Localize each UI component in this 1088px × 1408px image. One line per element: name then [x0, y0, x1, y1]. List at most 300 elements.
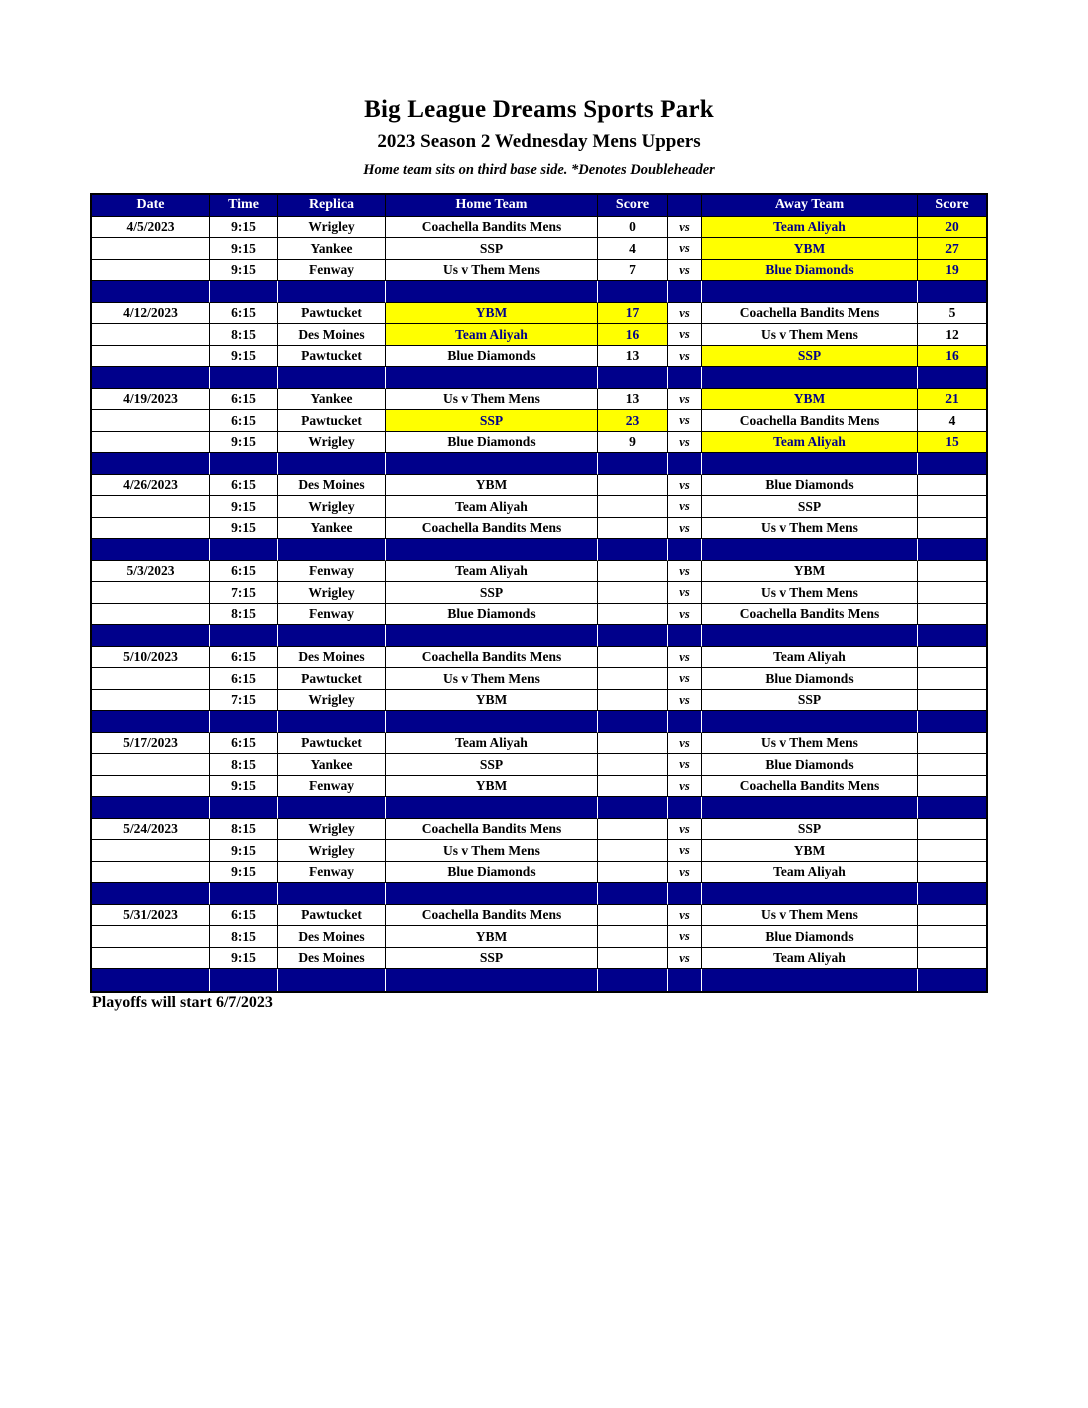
home-team-cell: SSP: [386, 948, 598, 970]
date-cell: [92, 690, 210, 712]
separator-cell: [668, 625, 702, 647]
away-score-cell: [918, 561, 986, 583]
home-team-cell: Team Aliyah: [386, 733, 598, 755]
replica-cell: Fenway: [278, 260, 386, 282]
home-score-cell: [598, 948, 668, 970]
time-cell: 6:15: [210, 303, 278, 325]
separator-cell: [918, 797, 986, 819]
separator-cell: [918, 711, 986, 733]
away-team-cell: YBM: [702, 238, 918, 260]
date-cell: [92, 346, 210, 368]
game-row: [92, 561, 986, 583]
home-team-cell: Blue Diamonds: [386, 346, 598, 368]
separator-cell: [918, 625, 986, 647]
away-score-cell: [918, 926, 986, 948]
time-cell: 8:15: [210, 926, 278, 948]
away-team-cell: Blue Diamonds: [702, 754, 918, 776]
separator-cell: [668, 453, 702, 475]
away-score-cell: [918, 905, 986, 927]
replica-cell: Yankee: [278, 518, 386, 540]
date-cell: 5/3/2023: [92, 561, 210, 583]
vs-cell: vs: [668, 346, 702, 368]
time-cell: 9:15: [210, 217, 278, 239]
game-row: [92, 410, 986, 432]
time-cell: 6:15: [210, 561, 278, 583]
separator-cell: [386, 367, 598, 389]
away-team-cell: Us v Them Mens: [702, 905, 918, 927]
replica-cell: Wrigley: [278, 819, 386, 841]
away-team-cell: Coachella Bandits Mens: [702, 303, 918, 325]
away-team-cell: Blue Diamonds: [702, 475, 918, 497]
separator-cell: [210, 711, 278, 733]
home-score-cell: [598, 905, 668, 927]
separator-cell: [278, 711, 386, 733]
home-score-cell: [598, 496, 668, 518]
game-row: [92, 862, 986, 884]
game-row: [92, 303, 986, 325]
vs-cell: vs: [668, 754, 702, 776]
time-cell: 6:15: [210, 389, 278, 411]
time-cell: 9:15: [210, 948, 278, 970]
away-score-cell: [918, 690, 986, 712]
away-score-cell: [918, 647, 986, 669]
vs-cell: vs: [668, 604, 702, 626]
date-cell: [92, 754, 210, 776]
vs-cell: vs: [668, 776, 702, 798]
date-cell: 5/17/2023: [92, 733, 210, 755]
game-row: [92, 647, 986, 669]
home-team-cell: YBM: [386, 303, 598, 325]
home-score-cell: [598, 733, 668, 755]
time-cell: 6:15: [210, 668, 278, 690]
away-score-cell: [918, 518, 986, 540]
date-cell: [92, 324, 210, 346]
time-cell: 9:15: [210, 840, 278, 862]
date-cell: 5/31/2023: [92, 905, 210, 927]
game-row: [92, 432, 986, 454]
home-score-cell: [598, 926, 668, 948]
home-team-cell: SSP: [386, 410, 598, 432]
away-score-cell: 19: [918, 260, 986, 282]
date-cell: [92, 668, 210, 690]
home-score-cell: [598, 754, 668, 776]
separator-cell: [278, 883, 386, 905]
playoffs-note: Playoffs will start 6/7/2023: [92, 994, 273, 1011]
time-cell: 9:15: [210, 496, 278, 518]
separator-cell: [668, 367, 702, 389]
time-cell: 9:15: [210, 346, 278, 368]
separator-row: [92, 453, 986, 475]
separator-cell: [210, 281, 278, 303]
separator-cell: [702, 539, 918, 561]
home-team-cell: Coachella Bandits Mens: [386, 819, 598, 841]
vs-cell: vs: [668, 324, 702, 346]
away-team-cell: Coachella Bandits Mens: [702, 604, 918, 626]
away-score-cell: 15: [918, 432, 986, 454]
vs-cell: vs: [668, 496, 702, 518]
date-cell: [92, 238, 210, 260]
page-title: Big League Dreams Sports Park: [364, 96, 714, 123]
home-score-cell: 13: [598, 346, 668, 368]
time-cell: 8:15: [210, 754, 278, 776]
replica-cell: Yankee: [278, 389, 386, 411]
away-team-cell: Us v Them Mens: [702, 518, 918, 540]
date-cell: [92, 432, 210, 454]
away-team-cell: YBM: [702, 561, 918, 583]
replica-cell: Des Moines: [278, 324, 386, 346]
separator-cell: [598, 281, 668, 303]
away-team-cell: Us v Them Mens: [702, 324, 918, 346]
away-score-cell: 5: [918, 303, 986, 325]
replica-cell: Pawtucket: [278, 668, 386, 690]
home-score-cell: [598, 518, 668, 540]
separator-cell: [278, 625, 386, 647]
home-team-cell: Coachella Bandits Mens: [386, 647, 598, 669]
home-team-cell: YBM: [386, 475, 598, 497]
separator-cell: [918, 453, 986, 475]
away-team-cell: Team Aliyah: [702, 217, 918, 239]
game-row: [92, 690, 986, 712]
separator-cell: [668, 281, 702, 303]
separator-cell: [210, 453, 278, 475]
game-row: [92, 582, 986, 604]
away-team-cell: SSP: [702, 819, 918, 841]
time-cell: 9:15: [210, 432, 278, 454]
separator-cell: [92, 969, 210, 991]
away-team-cell: Us v Them Mens: [702, 582, 918, 604]
date-cell: [92, 776, 210, 798]
separator-cell: [210, 969, 278, 991]
home-score-cell: [598, 690, 668, 712]
schedule-table: [90, 193, 988, 993]
away-team-cell: Team Aliyah: [702, 948, 918, 970]
time-cell: 9:15: [210, 238, 278, 260]
replica-cell: Wrigley: [278, 496, 386, 518]
separator-cell: [598, 883, 668, 905]
game-row: [92, 948, 986, 970]
vs-cell: vs: [668, 690, 702, 712]
separator-cell: [702, 711, 918, 733]
separator-row: [92, 969, 986, 991]
replica-cell: Fenway: [278, 862, 386, 884]
header-home-score: Score: [598, 195, 668, 217]
game-row: [92, 217, 986, 239]
home-team-cell: Us v Them Mens: [386, 840, 598, 862]
header-time: Time: [210, 195, 278, 217]
home-team-cell: Team Aliyah: [386, 561, 598, 583]
time-cell: 9:15: [210, 776, 278, 798]
vs-cell: vs: [668, 647, 702, 669]
time-cell: 9:15: [210, 862, 278, 884]
separator-cell: [668, 797, 702, 819]
separator-cell: [92, 367, 210, 389]
separator-cell: [668, 539, 702, 561]
game-row: [92, 754, 986, 776]
away-team-cell: YBM: [702, 389, 918, 411]
date-cell: [92, 840, 210, 862]
header-vs: [668, 195, 702, 217]
time-cell: 6:15: [210, 733, 278, 755]
page-heading: [90, 96, 988, 179]
time-cell: 6:15: [210, 475, 278, 497]
replica-cell: Pawtucket: [278, 303, 386, 325]
away-team-cell: Team Aliyah: [702, 862, 918, 884]
away-score-cell: 20: [918, 217, 986, 239]
date-cell: 5/10/2023: [92, 647, 210, 669]
away-score-cell: 12: [918, 324, 986, 346]
separator-cell: [918, 281, 986, 303]
separator-cell: [702, 367, 918, 389]
vs-cell: vs: [668, 733, 702, 755]
vs-cell: vs: [668, 668, 702, 690]
separator-cell: [598, 969, 668, 991]
game-row: [92, 905, 986, 927]
separator-cell: [92, 453, 210, 475]
home-score-cell: 9: [598, 432, 668, 454]
replica-cell: Des Moines: [278, 475, 386, 497]
home-score-cell: [598, 668, 668, 690]
separator-cell: [92, 711, 210, 733]
replica-cell: Wrigley: [278, 840, 386, 862]
separator-cell: [278, 797, 386, 819]
separator-row: [92, 883, 986, 905]
home-score-cell: [598, 561, 668, 583]
header-replica: Replica: [278, 195, 386, 217]
home-team-cell: Blue Diamonds: [386, 604, 598, 626]
separator-cell: [92, 625, 210, 647]
date-cell: [92, 260, 210, 282]
home-score-cell: 0: [598, 217, 668, 239]
separator-row: [92, 281, 986, 303]
date-cell: [92, 410, 210, 432]
away-score-cell: 16: [918, 346, 986, 368]
home-score-cell: 23: [598, 410, 668, 432]
separator-row: [92, 797, 986, 819]
separator-row: [92, 711, 986, 733]
separator-cell: [918, 367, 986, 389]
time-cell: 6:15: [210, 647, 278, 669]
home-score-cell: [598, 862, 668, 884]
away-score-cell: [918, 754, 986, 776]
separator-cell: [386, 969, 598, 991]
separator-cell: [278, 539, 386, 561]
date-cell: [92, 926, 210, 948]
replica-cell: Wrigley: [278, 582, 386, 604]
time-cell: 7:15: [210, 690, 278, 712]
home-team-cell: YBM: [386, 926, 598, 948]
home-team-note: Home team sits on third base side. *Denotes Doubleheader: [363, 162, 715, 178]
game-row: [92, 668, 986, 690]
separator-cell: [386, 797, 598, 819]
separator-cell: [598, 797, 668, 819]
date-cell: 4/26/2023: [92, 475, 210, 497]
separator-cell: [702, 797, 918, 819]
separator-cell: [278, 281, 386, 303]
away-score-cell: [918, 582, 986, 604]
game-row: [92, 819, 986, 841]
away-score-cell: [918, 733, 986, 755]
home-score-cell: [598, 819, 668, 841]
date-cell: [92, 604, 210, 626]
game-row: [92, 840, 986, 862]
game-row: [92, 238, 986, 260]
replica-cell: Des Moines: [278, 647, 386, 669]
home-score-cell: [598, 647, 668, 669]
separator-cell: [386, 625, 598, 647]
vs-cell: vs: [668, 819, 702, 841]
separator-cell: [278, 969, 386, 991]
separator-cell: [386, 883, 598, 905]
away-team-cell: SSP: [702, 346, 918, 368]
home-team-cell: Us v Them Mens: [386, 260, 598, 282]
separator-cell: [918, 539, 986, 561]
game-row: [92, 496, 986, 518]
home-score-cell: [598, 604, 668, 626]
vs-cell: vs: [668, 389, 702, 411]
home-team-cell: YBM: [386, 776, 598, 798]
vs-cell: vs: [668, 432, 702, 454]
vs-cell: vs: [668, 238, 702, 260]
home-score-cell: [598, 582, 668, 604]
separator-cell: [92, 539, 210, 561]
home-team-cell: Coachella Bandits Mens: [386, 518, 598, 540]
home-team-cell: Coachella Bandits Mens: [386, 217, 598, 239]
vs-cell: vs: [668, 948, 702, 970]
vs-cell: vs: [668, 410, 702, 432]
separator-cell: [702, 883, 918, 905]
away-score-cell: [918, 862, 986, 884]
vs-cell: vs: [668, 475, 702, 497]
header-date: Date: [92, 195, 210, 217]
separator-cell: [598, 625, 668, 647]
separator-cell: [598, 711, 668, 733]
time-cell: 8:15: [210, 604, 278, 626]
away-team-cell: Team Aliyah: [702, 432, 918, 454]
page-subtitle: 2023 Season 2 Wednesday Mens Uppers: [377, 131, 701, 152]
away-team-cell: Coachella Bandits Mens: [702, 776, 918, 798]
game-row: [92, 776, 986, 798]
time-cell: 6:15: [210, 410, 278, 432]
separator-cell: [702, 453, 918, 475]
home-score-cell: 16: [598, 324, 668, 346]
away-team-cell: YBM: [702, 840, 918, 862]
time-cell: 8:15: [210, 819, 278, 841]
time-cell: 7:15: [210, 582, 278, 604]
separator-cell: [386, 281, 598, 303]
home-team-cell: Team Aliyah: [386, 496, 598, 518]
separator-cell: [278, 367, 386, 389]
game-row: [92, 389, 986, 411]
date-cell: [92, 518, 210, 540]
separator-cell: [92, 797, 210, 819]
away-score-cell: [918, 668, 986, 690]
date-cell: [92, 582, 210, 604]
vs-cell: vs: [668, 561, 702, 583]
vs-cell: vs: [668, 905, 702, 927]
replica-cell: Yankee: [278, 754, 386, 776]
replica-cell: Pawtucket: [278, 410, 386, 432]
separator-cell: [702, 969, 918, 991]
replica-cell: Wrigley: [278, 690, 386, 712]
separator-cell: [210, 625, 278, 647]
away-score-cell: [918, 776, 986, 798]
date-cell: [92, 862, 210, 884]
separator-cell: [210, 883, 278, 905]
game-row: [92, 733, 986, 755]
away-score-cell: 21: [918, 389, 986, 411]
home-team-cell: Blue Diamonds: [386, 432, 598, 454]
header-away-team: Away Team: [702, 195, 918, 217]
home-team-cell: Us v Them Mens: [386, 668, 598, 690]
home-score-cell: 4: [598, 238, 668, 260]
time-cell: 6:15: [210, 905, 278, 927]
date-cell: 5/24/2023: [92, 819, 210, 841]
vs-cell: vs: [668, 303, 702, 325]
separator-cell: [668, 969, 702, 991]
separator-cell: [668, 711, 702, 733]
separator-cell: [598, 539, 668, 561]
away-team-cell: Us v Them Mens: [702, 733, 918, 755]
vs-cell: vs: [668, 260, 702, 282]
away-team-cell: Blue Diamonds: [702, 668, 918, 690]
home-team-cell: Coachella Bandits Mens: [386, 905, 598, 927]
separator-cell: [278, 453, 386, 475]
away-score-cell: [918, 604, 986, 626]
separator-cell: [210, 797, 278, 819]
away-team-cell: Team Aliyah: [702, 647, 918, 669]
game-row: [92, 346, 986, 368]
replica-cell: Fenway: [278, 561, 386, 583]
away-score-cell: [918, 819, 986, 841]
time-cell: 9:15: [210, 518, 278, 540]
separator-row: [92, 625, 986, 647]
separator-cell: [210, 367, 278, 389]
date-cell: 4/12/2023: [92, 303, 210, 325]
time-cell: 8:15: [210, 324, 278, 346]
away-team-cell: Coachella Bandits Mens: [702, 410, 918, 432]
separator-cell: [92, 883, 210, 905]
separator-cell: [598, 367, 668, 389]
home-score-cell: 13: [598, 389, 668, 411]
vs-cell: vs: [668, 518, 702, 540]
time-cell: 9:15: [210, 260, 278, 282]
home-team-cell: Team Aliyah: [386, 324, 598, 346]
header-away-score: Score: [918, 195, 986, 217]
game-row: [92, 518, 986, 540]
away-team-cell: Blue Diamonds: [702, 260, 918, 282]
away-score-cell: [918, 496, 986, 518]
replica-cell: Wrigley: [278, 432, 386, 454]
separator-row: [92, 539, 986, 561]
vs-cell: vs: [668, 840, 702, 862]
separator-cell: [918, 883, 986, 905]
separator-cell: [668, 883, 702, 905]
game-row: [92, 324, 986, 346]
replica-cell: Pawtucket: [278, 346, 386, 368]
date-cell: [92, 948, 210, 970]
home-score-cell: 17: [598, 303, 668, 325]
date-cell: 4/5/2023: [92, 217, 210, 239]
separator-cell: [386, 711, 598, 733]
replica-cell: Des Moines: [278, 926, 386, 948]
home-team-cell: SSP: [386, 582, 598, 604]
home-team-cell: Us v Them Mens: [386, 389, 598, 411]
away-team-cell: SSP: [702, 690, 918, 712]
replica-cell: Yankee: [278, 238, 386, 260]
home-score-cell: [598, 776, 668, 798]
home-team-cell: SSP: [386, 754, 598, 776]
away-score-cell: [918, 948, 986, 970]
